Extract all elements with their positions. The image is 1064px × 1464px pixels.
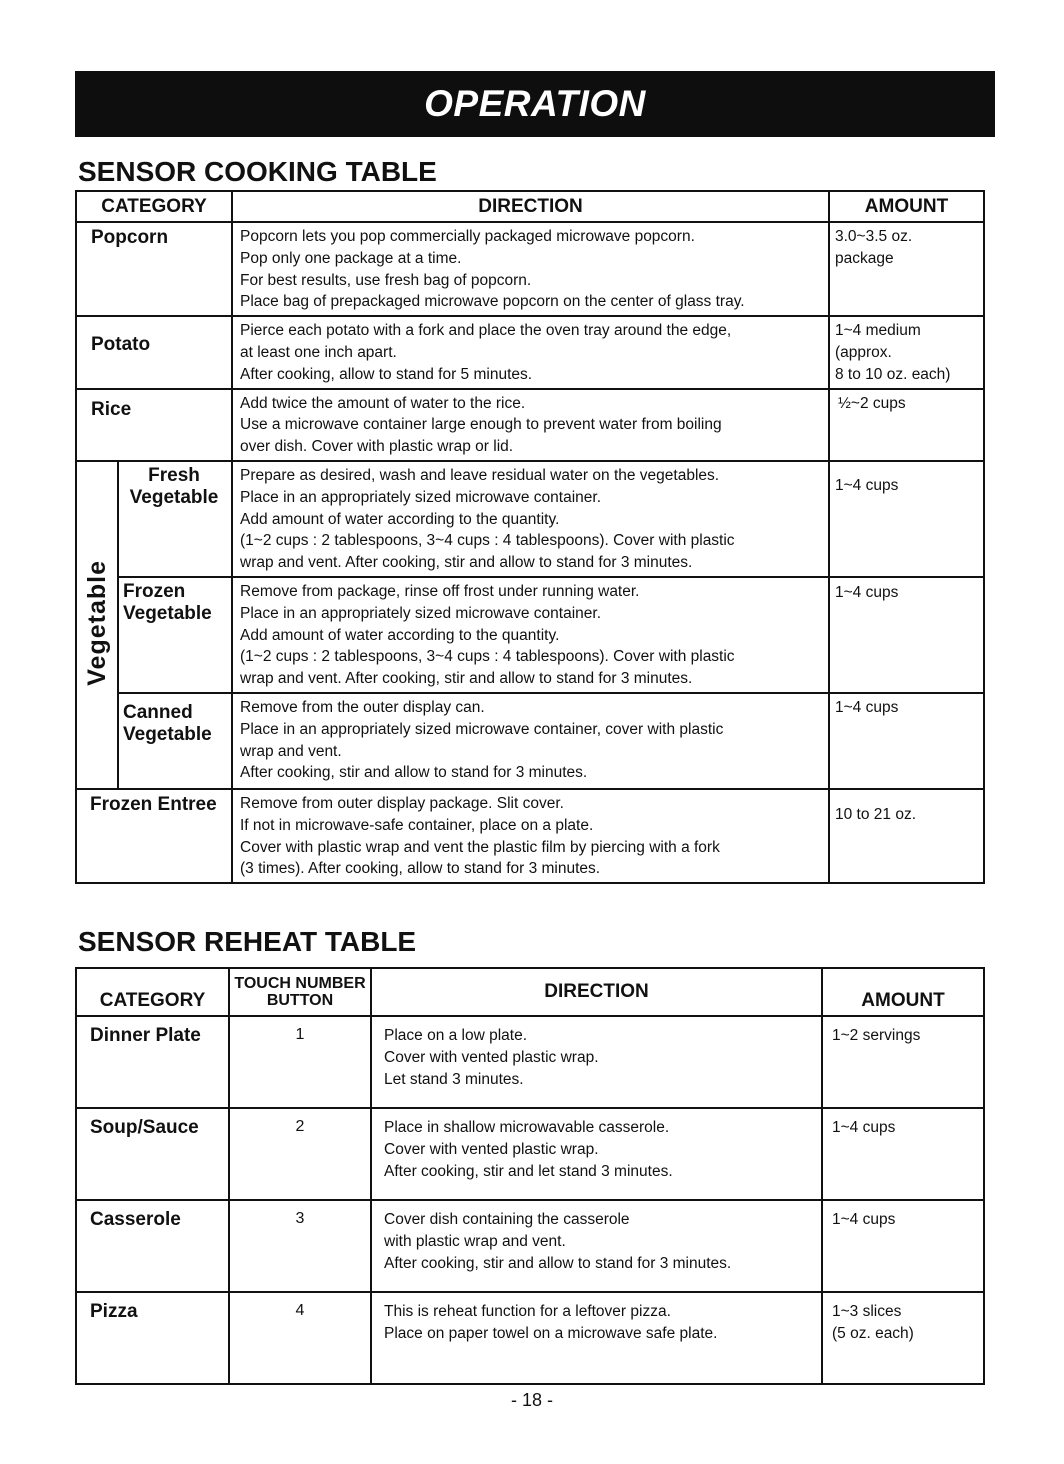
category-cell: Casserole xyxy=(76,1200,229,1292)
subcategory-cell xyxy=(118,693,232,789)
direction-line: After cooking, stir and let stand 3 minutes. xyxy=(384,1162,673,1180)
direction-line: Place in an appropriately sized microwave container, cover with plastic xyxy=(240,720,724,738)
amount-line: package xyxy=(835,249,894,267)
sensor-reheat-table xyxy=(75,967,985,1385)
amount-cell xyxy=(829,693,984,789)
amount-line: 1~4 cups xyxy=(832,1211,896,1228)
direction-line: After cooking, stir and allow to stand for 3 minutes. xyxy=(240,764,588,782)
direction-cell xyxy=(232,461,829,577)
amount-line: 10 to 21 oz. xyxy=(835,805,917,823)
direction-line: This is reheat function for a leftover pizza. xyxy=(384,1303,671,1320)
amount-line: 1~4 medium xyxy=(835,322,921,340)
direction-line: Place bag of prepackaged microwave popcorn on the center of glass tray. xyxy=(240,293,745,311)
vegetable-group-label: Vegetable xyxy=(82,559,111,686)
amount-cell xyxy=(829,789,984,883)
amount-line: 1~4 cups xyxy=(835,583,899,601)
direction-line: Place in an appropriately sized microwave container. xyxy=(240,488,601,506)
amount-cell xyxy=(829,222,984,316)
table-row xyxy=(76,1108,984,1200)
direction-line: (1~2 cups : 2 tablespoons, 3~4 cups : 4 tablespoons). Cover with plastic xyxy=(240,532,735,550)
table-row xyxy=(76,222,984,316)
table-row xyxy=(76,789,984,883)
amount-line: 3.0~3.5 oz. xyxy=(835,228,913,245)
subcategory-line: Vegetable xyxy=(123,602,212,624)
amount-line: 1~4 cups xyxy=(832,1119,896,1136)
amount-line: (5 oz. each) xyxy=(832,1324,914,1342)
subcategory-line: Frozen xyxy=(123,580,186,602)
amount-cell xyxy=(829,577,984,693)
table-row xyxy=(76,693,984,789)
direction-line: Prepare as desired, wash and leave residual water on the vegetables. xyxy=(240,466,720,484)
amount-cell xyxy=(822,1292,984,1384)
direction-line: Pierce each potato with a fork and place the oven tray around the edge, xyxy=(240,322,732,340)
direction-line: Add twice the amount of water to the rice. xyxy=(240,394,526,412)
page-number: - 18 - xyxy=(510,1390,553,1410)
table-row xyxy=(76,1016,984,1108)
amount-cell xyxy=(829,389,984,461)
header-touch-number: TOUCH NUMBER xyxy=(234,975,366,992)
subcategory-cell xyxy=(118,577,232,693)
direction-cell xyxy=(232,316,829,388)
direction-line: For best results, use fresh bag of popcorn. xyxy=(240,271,532,289)
direction-line: After cooking, stir and allow to stand for 3 minutes. xyxy=(384,1254,732,1272)
table-row xyxy=(76,577,984,693)
direction-cell xyxy=(371,1292,822,1384)
header-category: CATEGORY xyxy=(76,968,229,1016)
direction-line: Pop only one package at a time. xyxy=(240,249,462,267)
direction-line: Place on a low plate. xyxy=(384,1027,528,1044)
touch-number-cell: 2 xyxy=(229,1108,371,1200)
table-header-row xyxy=(76,968,984,1016)
direction-line: wrap and vent. After cooking, stir and allow to stand for 3 minutes. xyxy=(240,670,693,688)
category-cell: Popcorn xyxy=(76,222,232,316)
direction-line: Add amount of water according to the quantity. xyxy=(240,510,560,528)
direction-cell xyxy=(232,222,829,316)
table-row xyxy=(76,461,984,577)
category-cell: Dinner Plate xyxy=(76,1016,229,1108)
amount-cell xyxy=(822,1016,984,1108)
table-row xyxy=(76,1200,984,1292)
category-cell: Potato xyxy=(76,316,232,388)
sensor-reheat-table-title: SENSOR REHEAT TABLE xyxy=(78,926,417,957)
direction-line: Use a microwave container large enough to prevent water from boiling xyxy=(240,416,722,434)
touch-number-cell: 4 xyxy=(229,1292,371,1384)
direction-line: Remove from outer display package. Slit cover. xyxy=(240,794,564,812)
header-direction: DIRECTION xyxy=(232,191,829,222)
direction-line: Remove from package, rinse off frost under running water. xyxy=(240,582,640,600)
table-row xyxy=(76,316,984,388)
header-direction: DIRECTION xyxy=(371,968,822,1016)
direction-line: After cooking, allow to stand for 5 minutes. xyxy=(240,365,533,383)
direction-line: Place on paper towel on a microwave safe plate. xyxy=(384,1324,718,1342)
touch-number-cell: 3 xyxy=(229,1200,371,1292)
amount-line: 1~2 servings xyxy=(832,1027,921,1044)
amount-line: 1~4 cups xyxy=(835,698,899,716)
amount-line: ½~2 cups xyxy=(838,394,906,412)
direction-line: Cover with vented plastic wrap. xyxy=(384,1140,599,1158)
header-button: BUTTON xyxy=(266,992,334,1009)
amount-line: 1~4 cups xyxy=(835,476,899,494)
header-amount: AMOUNT xyxy=(822,968,984,1016)
operation-banner xyxy=(75,71,995,137)
direction-line: If not in microwave-safe container, place on a plate. xyxy=(240,816,594,834)
vegetable-group-cell xyxy=(76,461,118,789)
direction-line: (1~2 cups : 2 tablespoons, 3~4 cups : 4 tablespoons). Cover with plastic xyxy=(240,648,735,666)
sensor-cooking-table-title: SENSOR COOKING TABLE xyxy=(78,156,437,187)
direction-line: Remove from the outer display can. xyxy=(240,698,485,716)
direction-line: wrap and vent. After cooking, stir and allow to stand for 3 minutes. xyxy=(240,554,693,572)
direction-cell xyxy=(232,389,829,461)
direction-line: Add amount of water according to the quantity. xyxy=(240,626,560,644)
subcategory-line: Vegetable xyxy=(123,723,212,745)
banner-title: OPERATION xyxy=(424,83,646,124)
amount-cell xyxy=(822,1108,984,1200)
category-cell: Rice xyxy=(76,389,232,461)
direction-cell xyxy=(232,789,829,883)
table-row xyxy=(76,389,984,461)
direction-line: Cover dish containing the casserole xyxy=(384,1211,630,1228)
amount-cell xyxy=(829,316,984,388)
direction-line: with plastic wrap and vent. xyxy=(384,1232,566,1250)
amount-cell xyxy=(829,461,984,577)
subcategory-line: Fresh xyxy=(148,464,200,486)
direction-line: over dish. Cover with plastic wrap or lid. xyxy=(240,438,514,456)
direction-line: at least one inch apart. xyxy=(240,343,397,361)
header-touch-number-button xyxy=(229,968,371,1016)
direction-cell xyxy=(232,693,829,789)
direction-line: Cover with plastic wrap and vent the plastic film by piercing with a fork xyxy=(240,838,720,856)
direction-line: Cover with vented plastic wrap. xyxy=(384,1048,599,1066)
category-cell: Frozen Entree xyxy=(76,789,232,883)
direction-line: Let stand 3 minutes. xyxy=(384,1070,524,1088)
amount-line: (approx. xyxy=(835,343,892,361)
subcategory-line: Vegetable xyxy=(129,486,219,508)
direction-cell xyxy=(371,1108,822,1200)
sensor-cooking-table xyxy=(75,190,985,884)
amount-cell xyxy=(822,1200,984,1292)
category-cell: Soup/Sauce xyxy=(76,1108,229,1200)
direction-line: wrap and vent. xyxy=(240,742,342,760)
amount-line: 1~3 slices xyxy=(832,1303,902,1320)
direction-cell xyxy=(232,577,829,693)
direction-line: Place in shallow microwavable casserole. xyxy=(384,1119,670,1136)
subcategory-line: Canned xyxy=(123,701,193,723)
touch-number-cell: 1 xyxy=(229,1016,371,1108)
direction-cell xyxy=(371,1016,822,1108)
amount-line: 8 to 10 oz. each) xyxy=(835,365,951,383)
header-category: CATEGORY xyxy=(76,191,232,222)
category-cell: Pizza xyxy=(76,1292,229,1384)
header-amount: AMOUNT xyxy=(829,191,984,222)
direction-line: (3 times). After cooking, allow to stand for 3 minutes. xyxy=(240,860,601,878)
direction-line: Place in an appropriately sized microwave container. xyxy=(240,604,601,622)
direction-line: Popcorn lets you pop commercially packaged microwave popcorn. xyxy=(240,228,695,245)
subcategory-cell xyxy=(118,461,232,577)
table-row xyxy=(76,1292,984,1384)
direction-cell xyxy=(371,1200,822,1292)
table-header-row xyxy=(76,191,984,222)
